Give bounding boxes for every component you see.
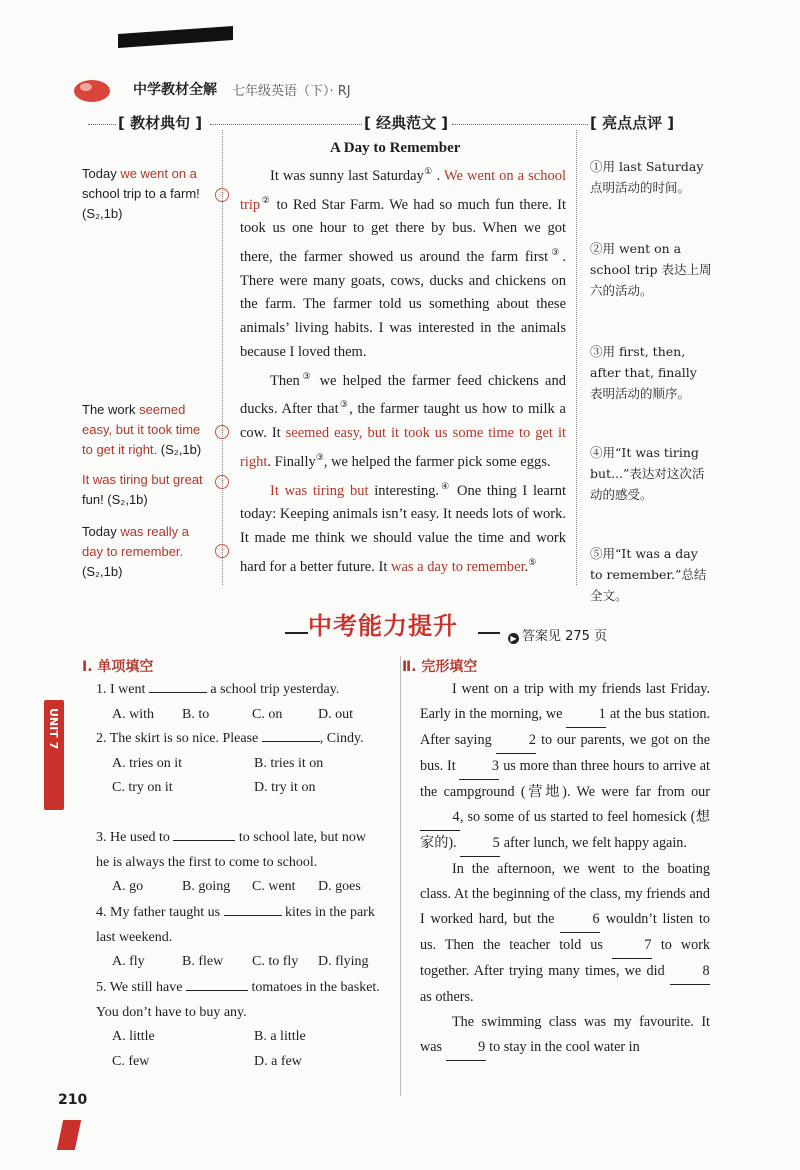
essay-paragraph: It was tiring but interesting.④ One thing I learnt today: Keeping animals isn’t easy. It needs lots of work. It made me think we should value the time and work hard for a better future. It was a day to remember.⑤ xyxy=(240,480,566,575)
divider xyxy=(210,124,362,125)
left-note: The work seemed easy, but it took time to get it right. (S₂,1b) xyxy=(82,402,202,457)
divider xyxy=(88,124,116,125)
essay-paragraph: Then③ we helped the farmer feed chickens and ducks. After that③, the farmer taught us how to milk a cow. It seemed easy, but it took us some time to get it right. Finally③, we helped the farmer pick some eggs. xyxy=(240,370,566,470)
right-note: ②用 went on a school trip 表达上周六的活动。 xyxy=(590,241,712,298)
left-note: Today we went on a school trip to a farm! (S₂,1b) xyxy=(82,166,200,221)
section-head-center: [ 经典范文 ] xyxy=(364,114,449,132)
left-note: Today was really a day to remember. (S₂,1b) xyxy=(82,524,189,579)
link-marker-icon: ☞ xyxy=(215,475,229,489)
right-note: ④用“It was tiring but...”表达对这次活动的感受。 xyxy=(590,445,705,502)
page-number: 210 xyxy=(58,1092,88,1108)
top-decoration xyxy=(118,26,233,48)
cloze-paragraph: In the afternoon, we went to the boating class. At the beginning of the class, my friends and I worked hard, but the 6 wouldn’t listen to us. Then the teacher told us 7 to work together. After trying many times, we did 8 as others. xyxy=(420,861,710,1005)
cloze-paragraph: The swimming class was my favourite. It was 9 to stay in the cool water in xyxy=(420,1010,710,1061)
section-head-right: [ 亮点点评 ] xyxy=(590,114,675,132)
question-5: 5. We still have tomatoes in the basket. You don’t have to buy any. A. little B. a little C. few D. a few xyxy=(96,980,380,1069)
question-2: 2. The skirt is so nice. Please , Cindy. A. tries on it B. tries it on C. try on it D. try it on xyxy=(96,731,364,795)
link-marker-icon: ☞ xyxy=(215,188,229,202)
part1-heading: Ⅰ. 单项填空 xyxy=(82,659,154,675)
question-4: 4. My father taught us kites in the park last weekend. A. fly B. flew C. to fly D. flying xyxy=(96,905,375,969)
essay-paragraph: It was sunny last Saturday① . We went on a school trip② to Red Star Farm. We had so much fun there. It took us one hour to get there by bus. When we got there, the farmer showed us around the farm first③. There were many goats, cows, ducks and chickens on the farm. The farmer told us something about these animals’ living habits. I was interested in the animals because I loved them. xyxy=(240,166,566,361)
logo-icon xyxy=(72,76,112,104)
right-note: ①用 last Saturday 点明活动的时间。 xyxy=(590,159,704,195)
arrow-icon: ▶ xyxy=(508,633,519,644)
question-1: 1. I went a school trip yesterday. A. with B. to C. on D. out xyxy=(96,682,353,722)
book-title: 中学教材全解 xyxy=(133,82,217,98)
book-subtitle: 七年级英语（下）· RJ xyxy=(232,84,351,99)
question-3: 3. He used to to school late, but now he is always the first to come to school. A. go B. going C. went D. goes xyxy=(96,830,367,894)
right-note: ③用 first, then, after that, finally 表明活动的顺序。 xyxy=(590,344,697,401)
banner-line xyxy=(285,632,308,634)
column-divider xyxy=(400,656,401,1096)
essay-body xyxy=(240,160,566,579)
link-marker-icon: ☞ xyxy=(215,425,229,439)
column-divider xyxy=(576,130,577,585)
answer-reference: ▶ 答案见 275 页 xyxy=(508,625,607,644)
unit-tab: UNIT 7 xyxy=(44,700,64,810)
essay-title: A Day to Remember xyxy=(330,140,461,156)
link-marker-icon: ☞ xyxy=(215,544,229,558)
banner-line xyxy=(478,632,500,634)
cloze-passage xyxy=(420,677,710,1061)
corner-decoration xyxy=(57,1120,81,1150)
left-note: It was tiring but great fun! (S₂,1b) xyxy=(82,472,203,507)
right-note: ⑤用“It was a day to remember.”总结全文。 xyxy=(590,546,707,603)
divider xyxy=(452,124,588,125)
cloze-paragraph: I went on a trip with my friends last Friday. Early in the morning, we 1 at the bus station. After saying 2 to our parents, we got on the bus. It 3 us more than three hours to arrive at the campground (营地). We were far from our 4, so some of us started to feel homesick (想家的). 5 after lunch, we felt happy again. xyxy=(420,677,710,857)
section-banner: 中考能力提升 xyxy=(308,612,458,640)
part2-heading: Ⅱ. 完形填空 xyxy=(402,659,478,675)
section-head-left: [ 教材典句 ] xyxy=(118,114,203,132)
